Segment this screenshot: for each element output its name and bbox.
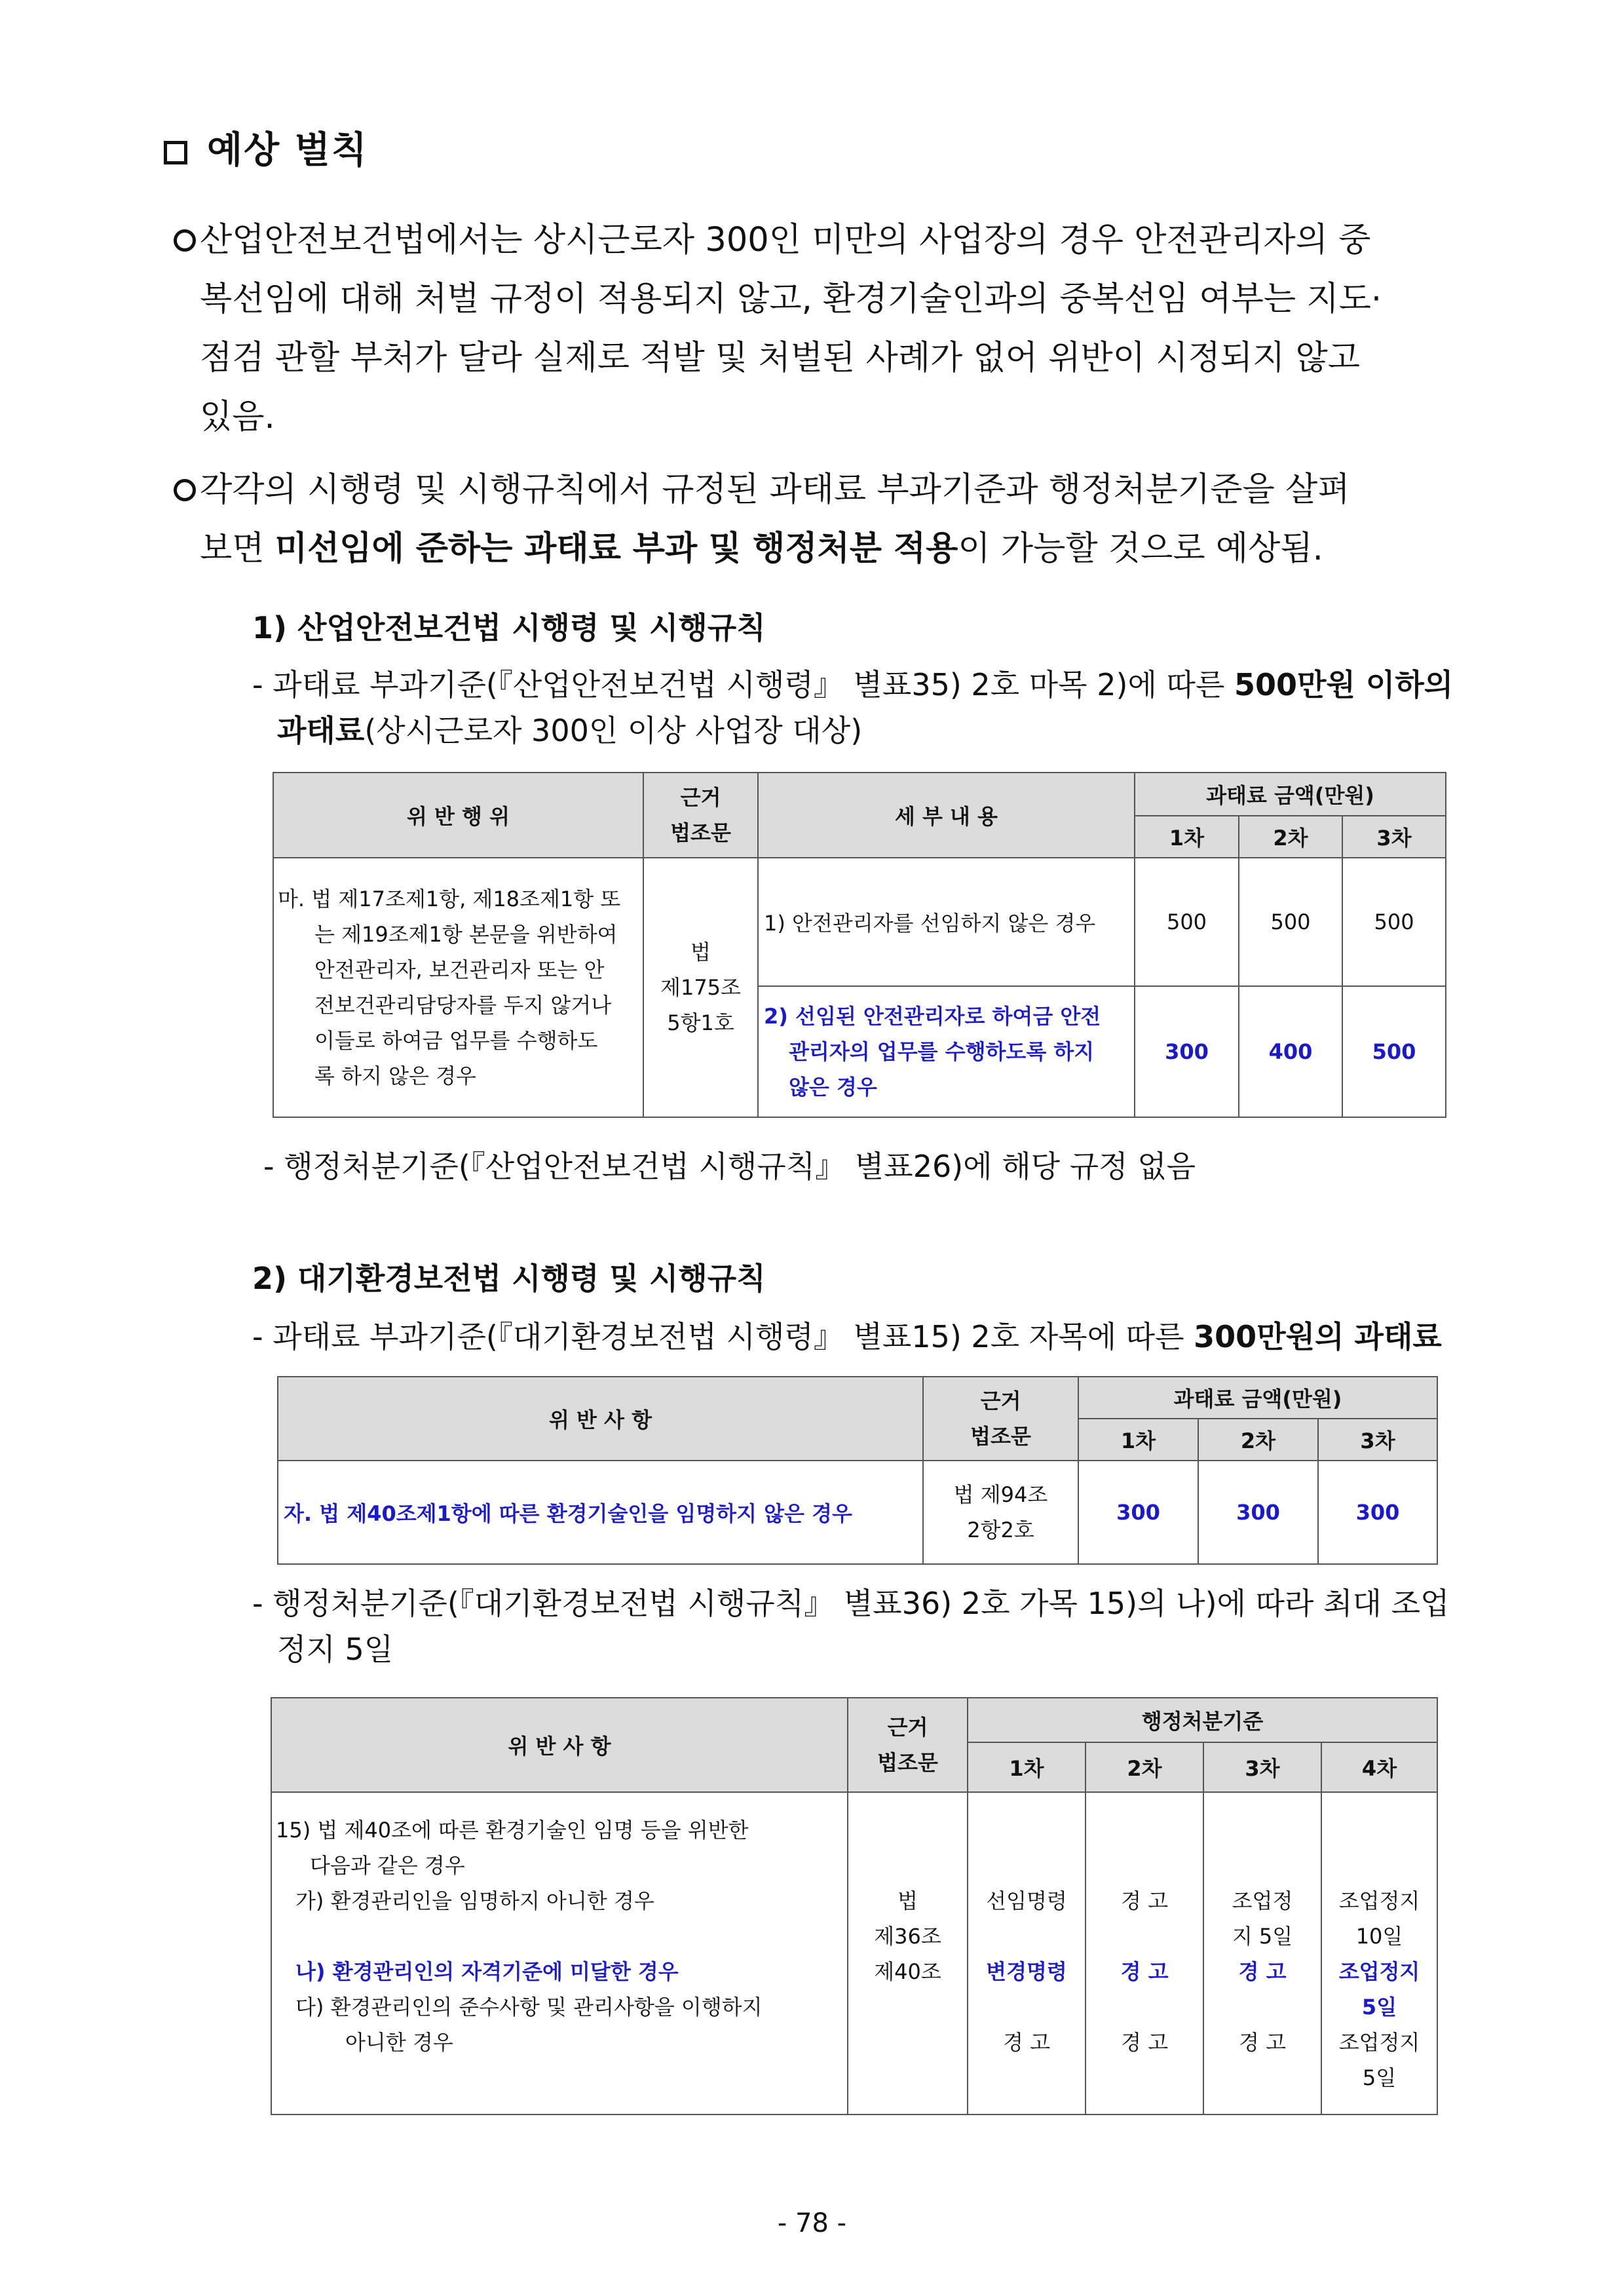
section-1-fine-text: - 과태료 부과기준(『산업안전보건법 시행령』 별표35) 2호 마목 2)에 따른 500만원 이하의 과태료(상시근로자 300인 이상 사업장 대상) bbox=[252, 667, 1454, 748]
violation-cell: 자. 법 제40조제1항에 따른 환경기술인을 임명하지 않은 경우 bbox=[278, 1461, 923, 1564]
section-1-title: 1) 산업안전보건법 시행령 및 시행규칙 bbox=[252, 610, 766, 645]
detail-row-1: 1) 안전관리자를 선임하지 않은 경우 bbox=[758, 858, 1135, 986]
paragraph-1-line: 점검 관할 부처가 달라 실제로 적발 및 처벌된 사례가 없어 위반이 시정되지 않고 bbox=[200, 339, 1361, 377]
paragraph-1-line: 산업안전보건법에서는 상시근로자 300인 미만의 사업장의 경우 안전관리자의 중 bbox=[200, 221, 1371, 259]
header-round-4: 4차 bbox=[1321, 1742, 1437, 1792]
fine-table-safety-act bbox=[273, 772, 1446, 1118]
header-round-1: 1차 bbox=[1135, 816, 1239, 858]
value-cell: 500 bbox=[1239, 858, 1342, 986]
section-1-admin-text: - 행정처분기준(『산업안전보건법 시행규칙』 별표26)에 해당 규정 없음 bbox=[263, 1149, 1196, 1184]
header-admin: 행정처분기준 bbox=[968, 1698, 1437, 1742]
section-2-admin-text: - 행정처분기준(『대기환경보전법 시행규칙』 별표36) 2호 가목 15)의 나)에 따라 최대 조업 정지 5일 bbox=[252, 1586, 1450, 1667]
value-cell: 500 bbox=[1342, 986, 1446, 1117]
header-round-1: 1차 bbox=[1078, 1419, 1198, 1461]
circle-bullet-icon bbox=[174, 479, 196, 501]
header-basis: 근거 법조문 bbox=[643, 773, 758, 858]
paragraph-2 bbox=[200, 461, 1467, 579]
value-cell: 300 bbox=[1198, 1461, 1318, 1564]
value-cell: 500 bbox=[1342, 858, 1446, 986]
header-violation: 위 반 행 위 bbox=[273, 773, 643, 858]
value-cell: 400 bbox=[1239, 986, 1342, 1117]
header-detail: 세 부 내 용 bbox=[758, 773, 1135, 858]
paragraph-1-line: 복선임에 대해 처벌 규정이 적용되지 않고, 환경기술인과의 중복선임 여부는 지도· bbox=[200, 280, 1382, 318]
fine-table-air-act bbox=[277, 1376, 1438, 1565]
section-heading: 예상 벌칙 bbox=[164, 121, 368, 174]
round-4-cell: 조업정지 10일 조업정지 5일 조업정지 5일 bbox=[1321, 1792, 1437, 2114]
header-round-2: 2차 bbox=[1239, 816, 1342, 858]
value-cell: 300 bbox=[1318, 1461, 1437, 1564]
section-2-title: 2) 대기환경보전법 시행령 및 시행규칙 bbox=[252, 1261, 766, 1296]
header-round-3: 3차 bbox=[1342, 816, 1446, 858]
header-round-2: 2차 bbox=[1198, 1419, 1318, 1461]
paragraph-1-line: 있음. bbox=[200, 398, 275, 436]
circle-bullet-icon bbox=[174, 229, 196, 252]
value-cell: 500 bbox=[1135, 858, 1239, 986]
round-2-cell: 경 고 경 고 경 고 bbox=[1086, 1792, 1203, 2114]
paragraph-2-line: 각각의 시행령 및 시행규칙에서 규정된 과태료 부과기준과 행정처분기준을 살펴 bbox=[200, 470, 1350, 509]
value-cell: 300 bbox=[1078, 1461, 1198, 1564]
basis-cell: 법 제94조 2항2호 bbox=[923, 1461, 1078, 1564]
header-basis: 근거 법조문 bbox=[848, 1698, 968, 1792]
checkbox-square-icon bbox=[164, 141, 187, 164]
header-round-3: 3차 bbox=[1318, 1419, 1437, 1461]
header-round-1: 1차 bbox=[968, 1742, 1086, 1792]
round-1-cell: 선임명령 변경명령 경 고 bbox=[968, 1792, 1086, 2114]
header-amount: 과태료 금액(만원) bbox=[1078, 1377, 1437, 1419]
header-amount: 과태료 금액(만원) bbox=[1135, 773, 1446, 816]
detail-row-2: 2) 선임된 안전관리자로 하여금 안전 관리자의 업무를 수행하도록 하지 않은 경우 bbox=[758, 986, 1135, 1117]
value-cell: 300 bbox=[1135, 986, 1239, 1117]
header-violation: 위 반 사 항 bbox=[271, 1698, 848, 1792]
violation-cell: 마. 법 제17조제1항, 제18조제1항 또 는 제19조제1항 본문을 위반하여 안전관리자, 보건관리자 또는 안 전보건관리담당자를 두지 않거나 이들로 하여금 업무를 수행하도 록 하지 않은 경우 bbox=[273, 858, 643, 1117]
admin-table-air-act bbox=[271, 1697, 1438, 2115]
page-number: - 78 - bbox=[777, 2208, 847, 2238]
paragraph-1 bbox=[200, 211, 1467, 447]
header-violation: 위 반 사 항 bbox=[278, 1377, 923, 1461]
section-2-fine-text: - 과태료 부과기준(『대기환경보전법 시행령』 별표15) 2호 자목에 따른 300만원의 과태료 bbox=[252, 1319, 1442, 1354]
header-round-2: 2차 bbox=[1086, 1742, 1203, 1792]
basis-cell: 법 제36조 제40조 bbox=[848, 1792, 968, 2114]
header-round-3: 3차 bbox=[1203, 1742, 1321, 1792]
violation-cell: 15) 법 제40조에 따른 환경기술인 임명 등을 위반한 다음과 같은 경우 가) 환경관리인을 임명하지 아니한 경우 나) 환경관리인의 자격기준에 미달한 경우 다) 환경관리인의 준수사항 및 관리사항을 이행하지 아니한 경우 bbox=[271, 1792, 848, 2114]
paragraph-2-line: 보면 미선임에 준하는 과태료 부과 및 행정처분 적용이 가능할 것으로 예상됨. bbox=[200, 529, 1323, 568]
round-3-cell: 조업정지 5일 경 고 경 고 bbox=[1203, 1792, 1321, 2114]
basis-cell: 법 제175조 5항1호 bbox=[643, 858, 758, 1117]
header-basis: 근거 법조문 bbox=[923, 1377, 1078, 1461]
